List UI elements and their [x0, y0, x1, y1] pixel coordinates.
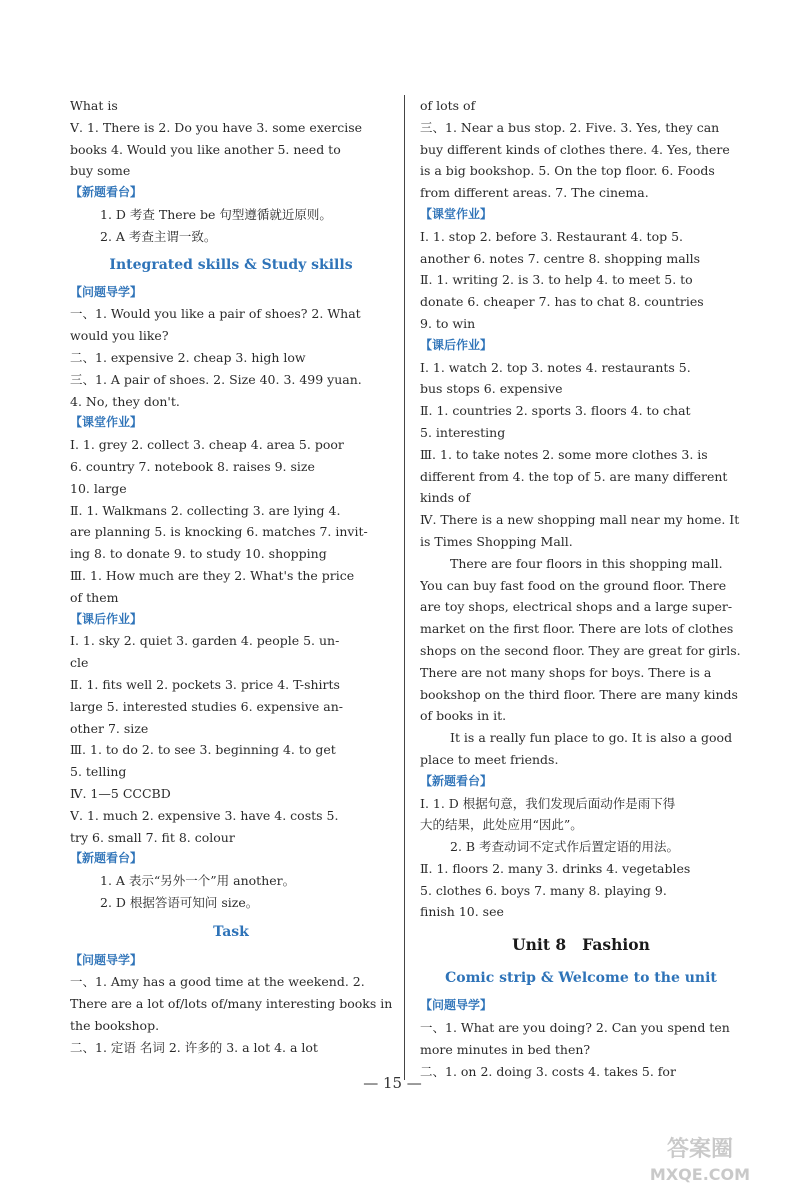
answer-line: 5. clothes 6. boys 7. many 8. playing 9.: [420, 882, 667, 898]
answer-line: books 4. Would you like another 5. need to: [70, 141, 341, 157]
answer-line: Ⅳ. 1—5 CCCBD: [70, 785, 171, 801]
answer-line: try 6. small 7. fit 8. colour: [70, 829, 235, 845]
answer-line: Ⅲ. 1. to take notes 2. some more clothes 3. is: [420, 446, 708, 462]
answer-line: market on the first floor. There are lots of clothes: [420, 621, 734, 637]
answer-line-indented: There are four floors in this shopping mall.: [450, 555, 723, 571]
right-column: [420, 95, 742, 1082]
answer-line: 6. country 7. notebook 8. raises 9. size: [70, 458, 315, 474]
section-heading: Integrated skills & Study skills: [109, 256, 353, 273]
answer-line: are planning 5. is knocking 6. matches 7. invit-: [70, 524, 368, 540]
answer-line: kinds of: [420, 490, 471, 506]
answer-line: buy some: [70, 163, 131, 179]
column-divider: [404, 95, 405, 1080]
answer-line: 4. No, they don't.: [70, 393, 180, 409]
section-label: 【新题看台】: [420, 773, 493, 788]
answer-line: bookshop on the third floor. There are many kinds: [420, 686, 738, 702]
section-label: 【问题导学】: [70, 284, 143, 299]
unit-subtitle: Fashion: [582, 935, 650, 955]
answer-line: 三、1. Near a bus stop. 2. Five. 3. Yes, they can: [420, 119, 720, 135]
answer-line: 一、1. What are you doing? 2. Can you spend ten: [420, 1020, 730, 1036]
answer-line-indented: 2. D 根据答语可知问 size。: [100, 894, 259, 910]
answer-line: Ⅱ. 1. writing 2. is 3. to help 4. to meet 5. to: [420, 272, 693, 288]
answer-line: of books in it.: [420, 708, 507, 724]
answer-line-indented: 2. B 考查动词不定式作后置定语的用法。: [450, 839, 680, 855]
answer-line: finish 10. see: [420, 904, 504, 920]
answer-line: 二、1. 定语 名词 2. 许多的 3. a lot 4. a lot: [70, 1039, 318, 1055]
section-label: 【课后作业】: [420, 337, 493, 352]
answer-line: Ⅱ. 1. Walkmans 2. collecting 3. are lying 4.: [70, 502, 341, 518]
section-label: 【课堂作业】: [420, 206, 493, 221]
section-heading: Task: [213, 923, 249, 940]
watermark-logo: [635, 1128, 765, 1188]
answer-line: is Times Shopping Mall.: [420, 533, 573, 549]
section-label: 【新题看台】: [70, 185, 143, 200]
answer-line: 9. to win: [420, 315, 476, 331]
answer-line-indented: 1. A 表示“另外一个”用 another。: [100, 873, 296, 889]
answer-line: There are not many shops for boys. There is a: [420, 664, 712, 680]
answer-line: 5. telling: [70, 764, 127, 780]
answer-line: more minutes in bed then?: [420, 1041, 591, 1057]
answer-line: 5. interesting: [420, 424, 506, 440]
answer-line: from different areas. 7. The cinema.: [420, 185, 649, 201]
answer-line: of lots of: [420, 98, 476, 113]
watermark-line2: MXQE.COM: [649, 1165, 751, 1184]
answer-line: different from 4. the top of 5. are many different: [420, 468, 728, 484]
answer-line: other 7. size: [70, 720, 149, 736]
answer-line: Ⅳ. There is a new shopping mall near my home. It: [420, 512, 740, 528]
answer-line: There are a lot of/lots of/many interesting books in: [70, 996, 392, 1012]
section-label: 【问题导学】: [70, 952, 143, 967]
answer-line-indented: 2. A 考查主谓一致。: [100, 228, 217, 244]
answer-line: 一、1. Would you like a pair of shoes? 2. What: [70, 306, 361, 322]
answer-line: Ⅲ. 1. How much are they 2. What's the price: [70, 567, 355, 583]
page-number: — 15 —: [363, 1074, 422, 1092]
answer-line: Ⅱ. 1. floors 2. many 3. drinks 4. vegetables: [420, 860, 691, 876]
answer-line: Ⅰ. 1. grey 2. collect 3. cheap 4. area 5. poor: [70, 437, 344, 453]
answer-line: shops on the second floor. They are great for girls.: [420, 642, 741, 658]
answer-line: Ⅱ. 1. countries 2. sports 3. floors 4. to chat: [420, 403, 691, 419]
answer-line: are toy shops, electrical shops and a large super-: [420, 599, 733, 615]
answer-line: Ⅰ. 1. sky 2. quiet 3. garden 4. people 5. un-: [70, 633, 340, 649]
answer-line: buy different kinds of clothes there. 4. Yes, there: [420, 141, 730, 157]
answer-line: would you like?: [70, 328, 169, 344]
section-label: 【问题导学】: [420, 998, 493, 1013]
section-label: 【课后作业】: [70, 611, 143, 626]
answer-line: 一、1. Amy has a good time at the weekend. 2.: [70, 974, 365, 990]
answer-line: large 5. interested studies 6. expensive an-: [70, 698, 343, 714]
left-column: [70, 95, 392, 1059]
answer-line: is a big bookshop. 5. On the top floor. 6. Foods: [420, 163, 715, 179]
answer-line: ing 8. to donate 9. to study 10. shopping: [70, 546, 327, 562]
answer-line: 二、1. expensive 2. cheap 3. high low: [70, 349, 306, 365]
unit-title: [420, 929, 742, 961]
answer-line: place to meet friends.: [420, 751, 559, 767]
section-label: 【课堂作业】: [70, 415, 143, 430]
answer-line: Ⅰ. 1. watch 2. top 3. notes 4. restaurants 5.: [420, 359, 691, 375]
watermark-line1: 答案圈: [666, 1137, 734, 1162]
answer-line: of them: [70, 589, 119, 605]
answer-line: 10. large: [70, 480, 127, 496]
answer-line: Ⅱ. 1. fits well 2. pockets 3. price 4. T-shirts: [70, 676, 340, 692]
answer-line-indented: 1. D 考查 There be 句型遵循就近原则。: [100, 206, 332, 222]
answer-line: Ⅰ. 1. stop 2. before 3. Restaurant 4. top 5.: [420, 228, 683, 244]
answer-line: donate 6. cheaper 7. has to chat 8. countries: [420, 294, 704, 310]
answer-line: 二、1. on 2. doing 3. costs 4. takes 5. for: [420, 1063, 676, 1079]
answer-line: 三、1. A pair of shoes. 2. Size 40. 3. 499 yuan.: [70, 371, 362, 387]
unit-number: Unit 8: [512, 935, 567, 955]
answer-line: the bookshop.: [70, 1018, 160, 1034]
answer-line: Ⅰ. 1. D 根据句意，我们发现后面动作是雨下得: [420, 795, 676, 811]
answer-line-indented: It is a really fun place to go. It is also a good: [450, 730, 733, 746]
answer-line: 大的结果，此处应用“因此”。: [420, 817, 583, 833]
section-heading: Comic strip & Welcome to the unit: [445, 970, 717, 987]
answer-line: Ⅲ. 1. to do 2. to see 3. beginning 4. to get: [70, 742, 336, 758]
answer-line: Ⅴ. 1. much 2. expensive 3. have 4. costs 5.: [70, 807, 339, 823]
answer-line: cle: [70, 655, 89, 671]
answer-line: Ⅴ. 1. There is 2. Do you have 3. some exercise: [70, 119, 363, 135]
answer-line: bus stops 6. expensive: [420, 381, 563, 397]
answer-line: What is: [70, 98, 118, 113]
answer-line: You can buy fast food on the ground floor. There: [420, 577, 727, 593]
section-label: 【新题看台】: [70, 851, 143, 866]
answer-line: another 6. notes 7. centre 8. shopping malls: [420, 250, 701, 266]
